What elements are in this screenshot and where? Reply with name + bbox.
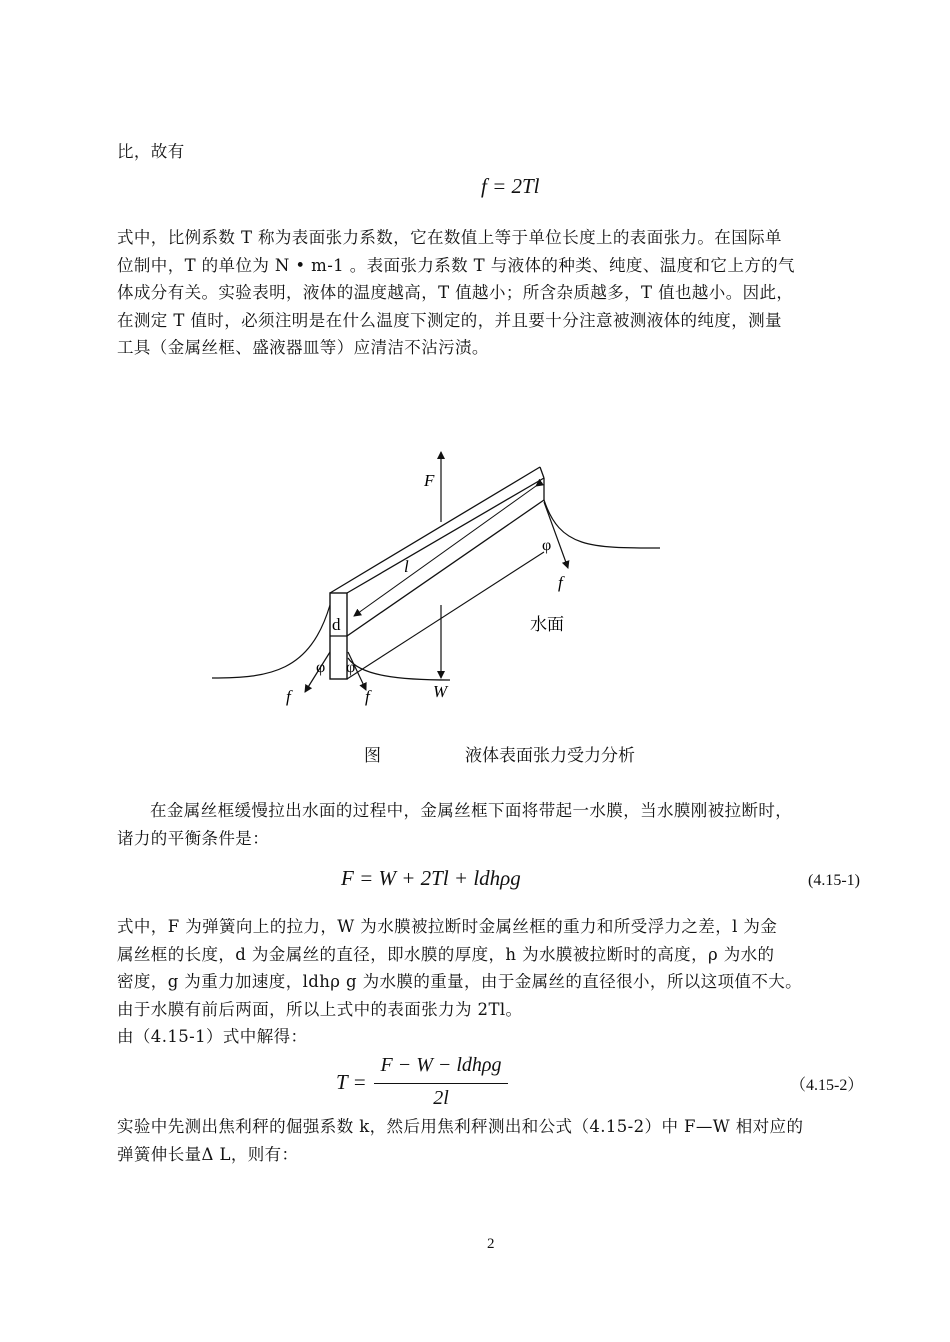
- equation-f-2tl: f = 2Tl: [481, 174, 540, 198]
- frame-top-edge: [330, 467, 540, 593]
- label-F: F: [424, 471, 435, 490]
- label-W: W: [433, 682, 448, 701]
- text-line: 在金属丝框缓慢拉出水面的过程中，金属丝框下面将带起一水膜，当水膜刚被拉断时，: [150, 801, 793, 820]
- water-surface-right-curve: [544, 500, 660, 548]
- text-line: 实验中先测出焦利秤的倔强系数 k，然后用焦利秤测出和公式（4.15-2）中 F—W 相对应的: [117, 1117, 804, 1136]
- paragraph-definition: [117, 224, 869, 362]
- text-line: 弹簧伸长量Δ L，则有：: [117, 1144, 299, 1164]
- label-water-surface: 水面: [530, 615, 564, 635]
- label-phi-mid: φ: [346, 659, 356, 676]
- page-number: 2: [487, 1236, 495, 1252]
- tension-f-right-arrow: [544, 502, 568, 568]
- water-surface-left-curve: [212, 605, 330, 678]
- label-f-left: f: [286, 687, 291, 706]
- label-phi-left: φ: [316, 659, 326, 676]
- paragraph-intro: [117, 138, 869, 166]
- equation-4-15-2-denominator: 2l: [433, 1087, 449, 1109]
- text-line: 由（4.15-1）式中解得：: [117, 1027, 308, 1046]
- text-line: 密度，g 为重力加速度，ldhρ g 为水膜的重量，由于金属丝的直径很小，所以这项值不大。: [117, 972, 803, 991]
- text-line: 比，故有: [117, 142, 185, 161]
- text-line: 在测定 T 值时，必须注明是在什么温度下测定的，并且要十分注意被测液体的纯度，测量: [117, 310, 782, 330]
- label-d: d: [332, 615, 341, 634]
- length-l-arrow: [354, 486, 536, 616]
- paragraph-balance: [117, 797, 869, 852]
- label-phi-right: φ: [542, 537, 552, 554]
- figure-caption-prefix: 图: [364, 746, 381, 766]
- text-line: 式中，比例系数 T 称为表面张力系数，它在数值上等于单位长度上的表面张力。在国际单: [117, 228, 782, 247]
- text-line: 诸力的平衡条件是：: [117, 828, 270, 848]
- text-line: 式中，F 为弹簧向上的拉力，W 为水膜被拉断时金属丝框的重力和所受浮力之差，l 为金: [117, 917, 778, 936]
- paragraph-variables: [117, 913, 869, 1051]
- figure-caption-title: 液体表面张力受力分析: [465, 746, 635, 766]
- label-l: l: [404, 557, 409, 576]
- equation-4-15-2-numerator: F − W − ldhρg: [380, 1054, 502, 1076]
- equation-4-15-1: F = W + 2Tl + ldhρg: [341, 866, 521, 890]
- equation-number-4-15-1: (4.15-1): [808, 872, 860, 889]
- force-analysis-figure: [200, 440, 680, 720]
- text-line: 体成分有关。实验表明，液体的温度越高，T 值越小；所含杂质越多，T 值也越小。因此，: [117, 283, 794, 302]
- equation-4-15-2-lhs: T =: [336, 1070, 367, 1094]
- paragraph-measurement: [117, 1113, 869, 1168]
- fraction-bar: [374, 1083, 508, 1084]
- text-line: 属丝框的长度，d 为金属丝的直径，即水膜的厚度，h 为水膜被拉断时的高度，ρ 为水的: [117, 944, 775, 964]
- equation-number-4-15-2: （4.15-2）: [790, 1077, 864, 1094]
- label-f-mid: f: [365, 687, 370, 706]
- label-f-right: f: [558, 573, 563, 592]
- text-line: 位制中，T 的单位为 N • m-1 。表面张力系数 T 与液体的种类、纯度、温度和它上方的气: [117, 255, 795, 275]
- text-line: 工具（金属丝框、盛液器皿等）应清洁不沾污渍。: [117, 338, 489, 357]
- text-line: 由于水膜有前后两面，所以上式中的表面张力为 2Tl。: [117, 999, 523, 1019]
